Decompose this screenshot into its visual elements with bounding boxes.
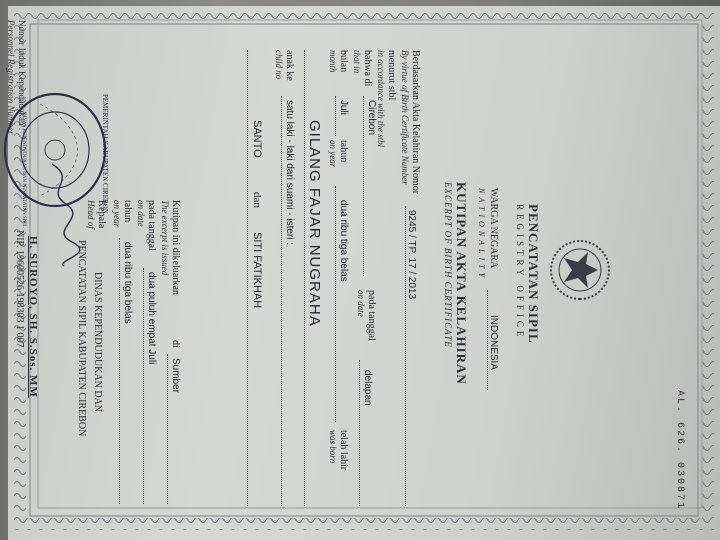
child-order: satu laki - laki dari suami - isteri : [284,100,295,246]
in-accordance-label: menurut stbl [386,50,397,101]
in-accordance-label-en: in accordance with the stbl [376,50,386,148]
bulan-label-en: month [328,50,338,73]
nationality-label-en: NATIONALITY [477,188,486,282]
issue-tanggal-label-en: on date [136,200,146,227]
nik-label-en: Personnel Registration Number [6,20,16,135]
birth-place: Cirebon [366,100,377,136]
nik-label: Nomor Induk Kependudukan : [17,20,27,131]
nationality-label: WARGA NEGARA [488,188,499,269]
document-title-en: EXCERPT OF BIRTH CERTIFICATE [443,182,453,348]
pada-tanggal-label-en: on date [356,290,366,317]
kepala-label: Kepala [96,200,107,229]
anak-ke-label: anak ke [284,50,295,81]
father-name: SANTO [251,120,263,158]
serial-number: AL. 626. 030871 [674,390,685,511]
issued-label-en: The excerpt is issued [160,200,170,276]
department-name-line-1: DINAS KEPENDUDUKAN DAN [92,272,103,412]
certificate-number: 9245 / TP. 17 / 2013 [406,210,417,300]
stamp-inner-text: DINAS KEPENDUDUKAN DAN PENCATATAN SIPIL [21,112,26,228]
office-title: PENCATATAN SIPIL [526,204,541,344]
tahun-label: tahun [338,140,349,163]
telah-lahir-label: telah lahir [338,430,349,471]
basis-text-en: By virtue of Birth Certificate Number [400,50,410,185]
mother-name: SITI FATIKHAH [251,232,263,309]
child-name: GILANG FAJAR NUGRAHA [306,120,323,327]
issue-tanggal-label: pada tanggal [146,200,157,251]
handwritten-signature [42,160,82,270]
bahwa-di-label-en: that in [352,50,362,74]
issue-year: dua ribu tiga belas [122,242,133,324]
basis-text: Berdasarkan Akta Kelahiran Nomor [410,50,421,195]
kepala-label-en: Head of [86,200,96,229]
tahun-label-en: on year [328,140,338,168]
issued-label: Kutipan ini dikeluarkan [170,200,181,295]
department-name-line-2: PENCATATAN SIPIL KABUPATEN CIREBON [76,240,87,437]
anak-ke-label-en: child no [274,50,284,80]
bulan-label: bulan [338,50,349,73]
official-nip: NIP. 19600526 198303 1 007 [14,230,25,348]
birth-month: Juli [338,100,349,116]
telah-lahir-label-en: was born [328,430,338,464]
issue-tahun-label: tahun [122,200,133,223]
bahwa-di-label: bahwa di [362,50,373,87]
certificate-text-block [6,10,690,530]
birth-day: delapan [362,370,373,406]
document-title: KUTIPAN AKTA KELAHIRAN [454,182,469,385]
office-subtitle: REGISTRY OFFICE [515,204,525,341]
birth-year: dua ribu tiga belas [338,200,349,282]
stamp-text: PEMERINTAH KABUPATEN CIREBON [101,94,109,214]
dan-label: dan [251,192,263,208]
issue-place: Sumber [170,358,181,394]
issue-di-label: di [170,340,181,348]
garuda-emblem [548,238,612,302]
pada-tanggal-label: pada tanggal [366,290,377,341]
nationality-value: INDONESIA [488,315,499,371]
issue-tahun-label-en: on year [112,200,122,228]
issue-date: dua puluh empat Juli [146,272,157,365]
official-name: H. SUROYO, SH. S.Sos. MM [27,236,39,398]
